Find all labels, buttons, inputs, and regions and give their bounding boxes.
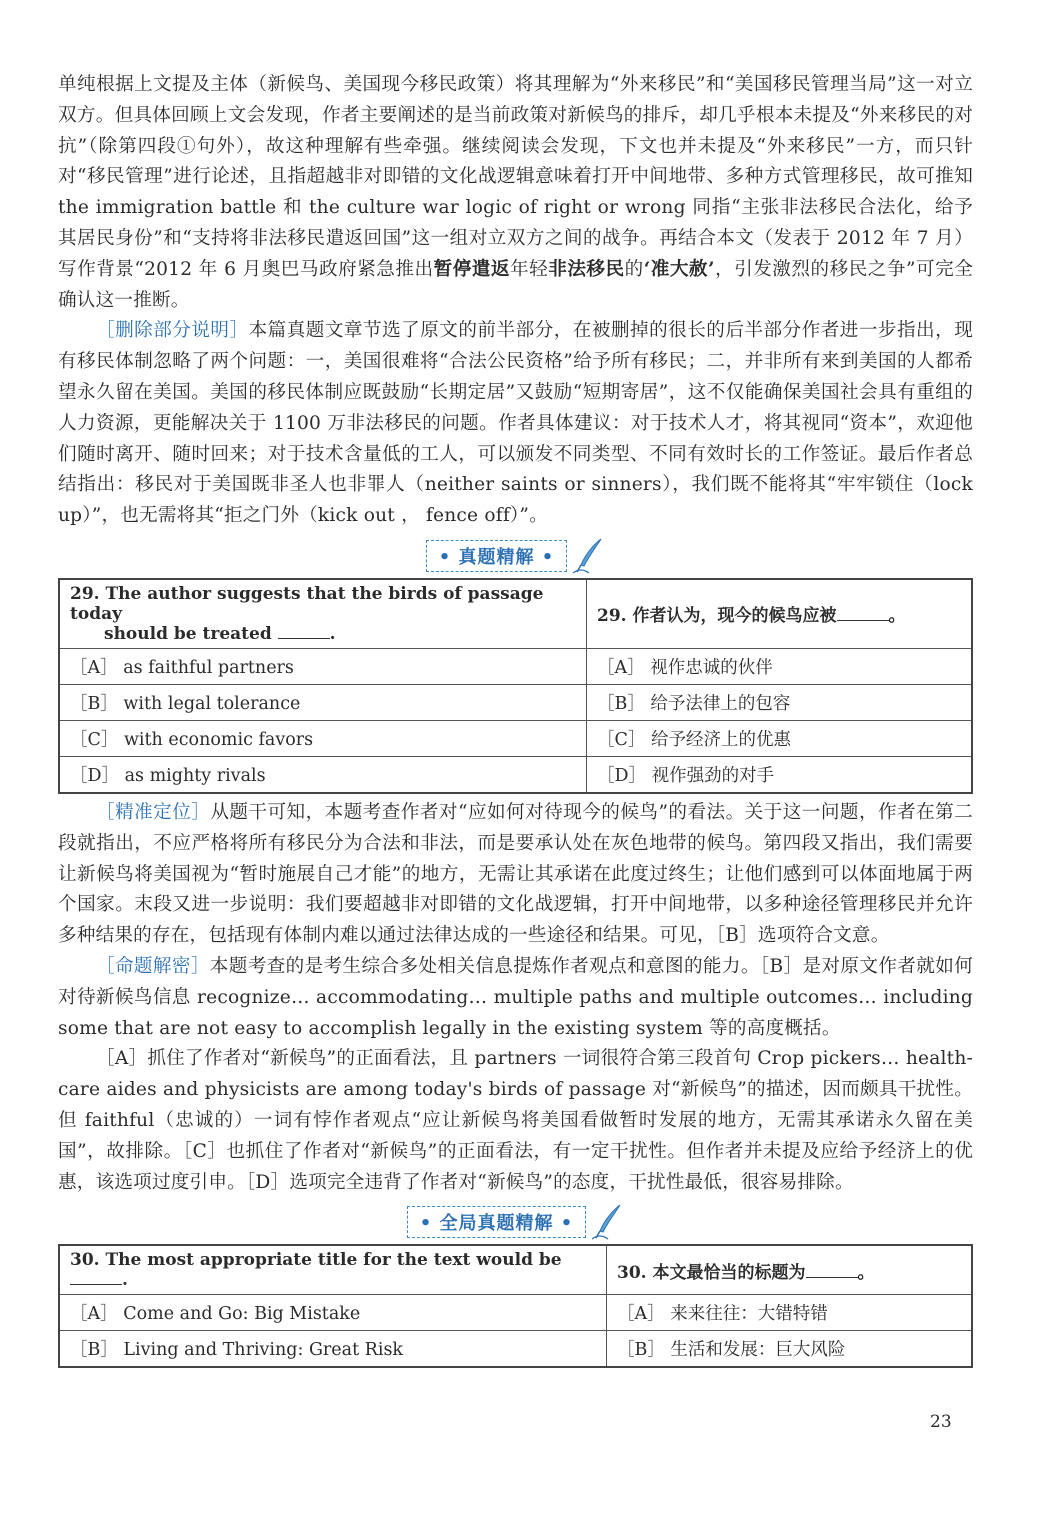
question-29-row [59,579,972,649]
question-30-table [58,1244,973,1368]
option-row: ［B］ with legal tolerance ［B］ 给予法律上的包容 [59,684,972,720]
answer-blank [70,1270,122,1285]
page-number: 23 [930,1412,952,1432]
intro-paragraph: 单纯根据上文提及主体（新候鸟、美国现今移民政策）将其理解为“外来移民”和“美国移民管理当局”这一对立双方。但具体回顾上文会发现，作者主要阐述的是当前政策对新候鸟的排斥，却几乎根本未提及“外来移民的对抗”（除第四段①句外），故这种理解有些牵强。继续阅读会发现，下文也并未提及“外来移民”一方，而只针对“移民管理”进行论述，且指超越非对即错的文化战逻辑意味着打开中间地带、多种方式管理移民，故可推知 the immigration battle 和 the culture war logic of right or wrong 同指“主张非法移民合法化，给予其居民身份”和“支持将非法移民遣返回国”这一组对立双方之间的战争。再结合本文（发表于 2012 年 7 月）写作背景“2012 年 6 月奥巴马政府紧急推出暂停遣返年轻非法移民的‘准大赦’，引发激烈的移民之争”可完全确认这一推断。 [58,74,973,311]
answer-blank [837,606,889,621]
option-analysis-paragraph: ［A］抓住了作者对“新候鸟”的正面看法，且 partners 一词很符合第三段首句 Crop pickers… health-care aides and physicists are among today's birds of passage 对“新候鸟”的描述，因而颇具干扰性。但 faithful（忠诚的）一词有悖作者观点“应让新候鸟将美国看做暂时发展的地方，无需其承诺永久留在美国”，故排除。［C］也抓住了作者对“新候鸟”的正面看法，有一定干扰性。但作者并未提及应给予经济上的优惠，该选项过度引申。［D］选项完全违背了作者对“新候鸟”的态度，干扰性最低，很容易排除。 [58,1048,973,1193]
question-30-en: 30. The most appropriate title for the text would be . [59,1245,607,1295]
quill-pen-icon [571,537,605,575]
answer-blank [278,624,330,639]
option-row: ［D］ as mighty rivals ［D］ 视作强劲的对手 [59,756,972,793]
question-30-zh: 30. 本文最恰当的标题为 。 [607,1245,973,1295]
question-29-table [58,578,973,794]
option-row: ［C］ with economic favors ［C］ 给予经济上的优惠 [59,720,972,756]
decode-paragraph: ［命题解密］本题考查的是考生综合多处相关信息提炼作者观点和意图的能力。［B］是对原文作者就如何对待新候鸟信息 recognize… accommodating… multiple paths and multiple outcomes… including some that are not easy to accomplish legally in the existing system 等的高度概括。 [58,955,973,1039]
deleted-note-label: ［删除部分说明］ [96,320,249,342]
locate-paragraph: ［精准定位］从题干可知，本题考查作者对“应如何对待现今的候鸟”的看法。关于这一问题，作者在第二段就指出，不应严格将所有移民分为合法和非法，而是要承认处在灰色地带的候鸟。第四段又指出，我们需要让新候鸟将美国视为“暂时施展自己才能”的地方，无需让其承诺在此度过终生；让他们感到可以体面地属于两个国家。末段又进一步说明：我们要超越非对即错的文化战逻辑，打开中间地带，以多种途径管理移民并允许多种结果的存在，包括现有体制内难以通过法律达成的一些途径和结果。可见，［B］选项符合文意。 [58,801,973,947]
deleted-note-paragraph: ［删除部分说明］本篇真题文章节选了原文的前半部分，在被删掉的很长的后半部分作者进一步指出，现有移民体制忽略了两个问题：一，美国很难将“合法公民资格”给予所有移民；二，并非所有来到美国的人都希望永久留在美国。美国的移民体制应既鼓励“长期定居”又鼓励“短期寄居”，这不仅能确保美国社会具有重组的人力资源，更能解决关于 1100 万非法移民的问题。作者具体建议：对于技术人才，将其视同“资本”，欢迎他们随时离开、随时回来；对于技术含量低的工人，可以颁发不同类型、不同有效时长的工作签证。最后作者总结指出：移民对于美国既非圣人也非罪人（neither saints or sinners），我们既不能将其“牢牢锁住（lock up）”，也无需将其“拒之门外（kick out ， fence off）”。 [58,320,973,527]
option-row: ［B］ Living and Thriving: Great Risk ［B］ 生活和发展：巨大风险 [59,1331,972,1368]
option-row: ［A］ as faithful partners ［A］ 视作忠诚的伙伴 [59,648,972,684]
answer-blank [806,1263,858,1278]
decode-label: ［命题解密］ [96,955,210,977]
option-row: ［A］ Come and Go: Big Mistake ［A］ 来来往往：大错特错 [59,1295,972,1331]
page-content [58,70,973,1368]
question-30-row [59,1245,972,1295]
quill-pen-icon [590,1203,624,1241]
section-banner-real-exam: • 真题精解 • [58,536,973,576]
question-29-en: 29. The author suggests that the birds of passage today should be treated . [59,579,587,649]
question-29-zh: 29. 作者认为，现今的候鸟应被 。 [587,579,973,649]
locate-label: ［精准定位］ [96,801,211,823]
section-banner-global: • 全局真题精解 • [58,1202,973,1242]
